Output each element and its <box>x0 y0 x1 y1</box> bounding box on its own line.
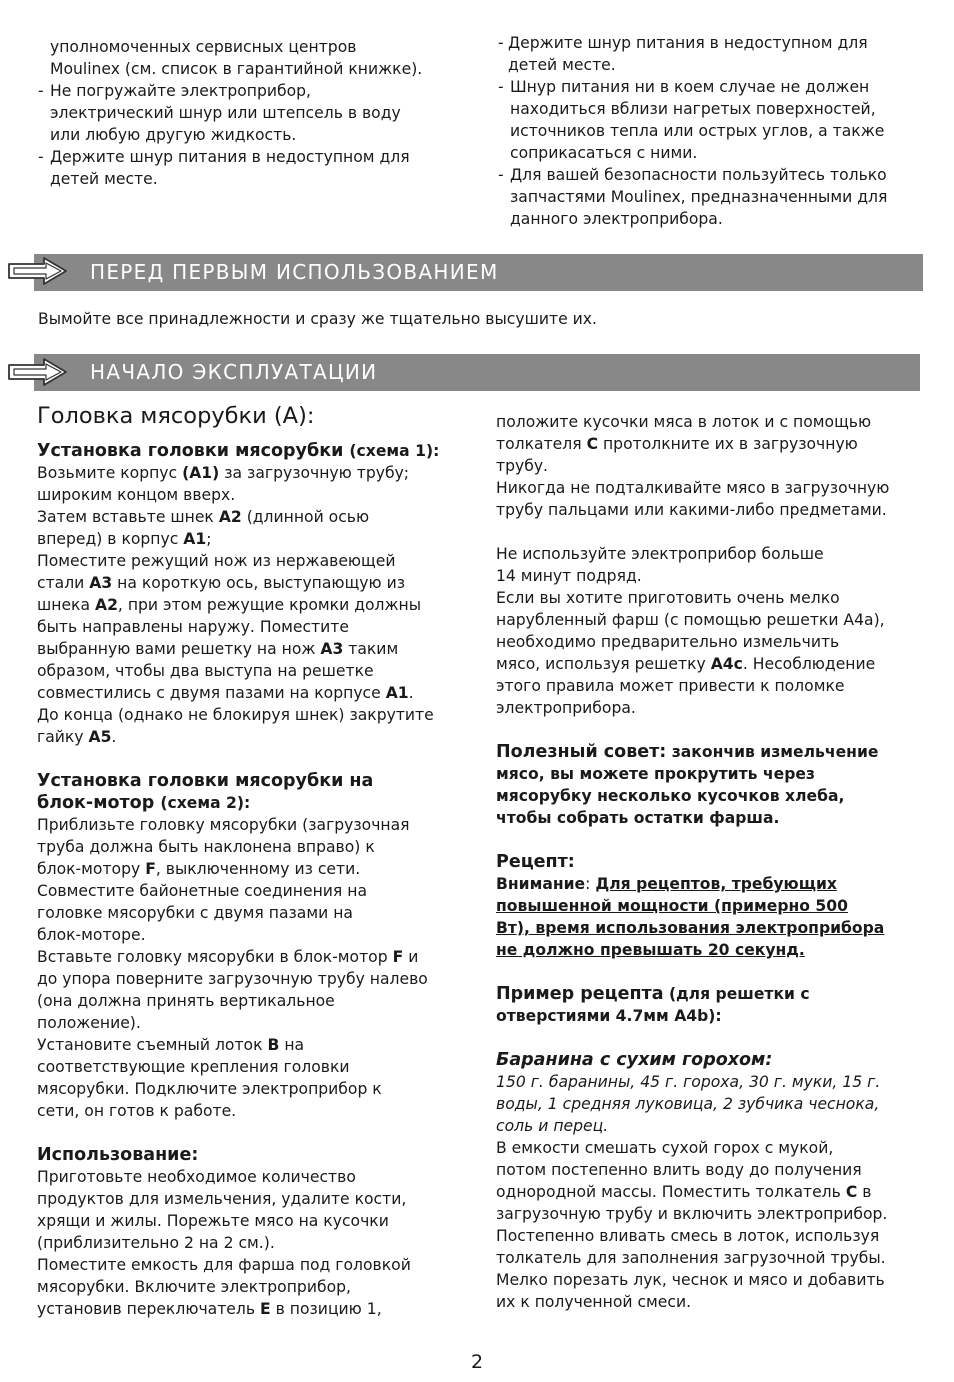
usage-text: Приготовьте необходимое количество продуктов для измельчения, удалите кости, хрящи и жилы. Порежьте мясо на кусочки (приблизительно 2 на 2 см.). Поместите емкость для фарша под головкой мясорубки. Включите электроприбор, установив переключатель E в позицию 1, <box>37 1168 411 1318</box>
assembly-text: Возьмите корпус (A1) за загрузочную трубу; широким концом вверх. Затем вставьте шнек A2 (длинной осью вперед) в корпус A1; Поместите режущий нож из нержавеющей стали A3 на короткую ось, выступающую из шнека A2, при этом режущие кромки должны быть направлены наружу. Поместите выбранную вами решетку на нож A3 таким образом, чтобы два выступа на решетке совместились с двумя пазами на корпусе A1. До конца (однако не блокируя шнек) закрутите гайку A5. <box>37 464 434 746</box>
safety-item: - Шнур питания ни в коем случае не должен находиться вблизи нагретых поверхностей, источников тепла или острых углов, а также соприкасаться с ними. <box>498 78 885 162</box>
part-ref: A5 <box>88 728 112 746</box>
time-limit-text: Не используйте электроприбор больше 14 минут подряд. Если вы хотите приготовить очень мелко нарубленный фарш (с помощью решетки А4а), необходимо предварительно измельчить мясо, используя решетку A4c. Несоблюдение этого правила может привести к поломке электроприбора. <box>496 545 885 717</box>
tip-title: Полезный совет: <box>496 742 667 762</box>
part-ref: C <box>845 1183 858 1201</box>
warning-text: Внимание: Для рецептов, требующих повышенной мощности (примерно 500 Вт), время использования электроприбора не должно превышать 20 секунд. <box>496 875 885 959</box>
safety-continued-right <box>498 32 938 230</box>
dish-title: Баранина с сухим горохом: <box>496 1050 773 1070</box>
subsection-title: Установка головки мясорубки на блок-мотор (схема 2): <box>37 771 374 813</box>
tip-text: Полезный совет: закончив измельчение мясо, вы можете прокрутить через мясорубку несколько кусочков хлеба, чтобы собрать остатки фарша. <box>496 742 879 827</box>
recipe-example-title: Пример рецепта (для решетки с отверстиями 4.7мм А4b): <box>496 984 810 1025</box>
mounting-text: Приблизьте головку мясорубки (загрузочная труба должна быть наклонена вправо) к блок-мотору F, выключенному из сети. Совместите байонетные соединения на головке мясорубки с двумя пазами на блок-моторе. Вставьте головку мясорубки в блок-мотор F и до упора поверните загрузочную трубу налево (она должна принять вертикальное положение). Установите съемный лоток B на соответствующие крепления головки мясорубки. Подключите электроприбор к сети, он готов к работе. <box>37 816 428 1120</box>
part-ref: F <box>145 860 156 878</box>
left-column <box>37 402 469 1320</box>
warning-label: Внимание <box>496 875 586 893</box>
page-number: 2 <box>470 1351 484 1373</box>
section-banner-before-first-use <box>34 254 923 291</box>
part-ref: C <box>586 435 599 453</box>
safety-item: - Держите шнур питания в недоступном для детей месте. <box>38 148 410 188</box>
part-ref: F <box>392 948 404 966</box>
method-text: В емкости смешать сухой горох с мукой, потом постепенно влить воду до получения однородной массы. Поместить толкатель C в загрузочную трубу и включить электроприбор. Постепенно вливать смесь в лоток, используя толкатель для заполнения загрузочной трубы. Мелко порезать лук, чеснок и мясо и добавить их к полученной смеси. <box>496 1139 888 1311</box>
ingredients-text: 150 г. баранины, 45 г. гороха, 30 г. муки, 15 г. воды, 1 средняя луковица, 2 зубчика чеснока, соль и перец. <box>496 1073 881 1135</box>
section-banner-start-of-use <box>34 354 920 391</box>
intro-text: Вымойте все принадлежности и сразу же тщательно высушите их. <box>38 310 597 328</box>
subsection-title: Установка головки мясорубки (схема 1): <box>37 441 440 461</box>
subsection-title: Использование: <box>37 1145 199 1165</box>
safety-item: - Держите шнур питания в недоступном для детей месте. <box>498 34 868 74</box>
part-ref: A1 <box>183 530 207 548</box>
safety-item: - Не погружайте электроприбор, электрический шнур или штепсель в воду или любую другую жидкость. <box>38 82 401 144</box>
part-ref: E <box>260 1300 271 1318</box>
safety-continued-left <box>38 36 468 190</box>
right-column <box>496 411 936 1313</box>
part-ref: A1 <box>385 684 409 702</box>
part-ref: B <box>267 1036 280 1054</box>
arrow-icon <box>6 256 70 286</box>
banner-title: НАЧАЛО ЭКСПЛУАТАЦИИ <box>90 360 378 384</box>
part-ref: A2 <box>218 508 242 526</box>
part-ref: A2 <box>95 596 118 614</box>
safety-item: - Для вашей безопасности пользуйтесь только запчастями Moulinex, предназначенными для данного электроприбора. <box>498 166 888 228</box>
part-ref: A3 <box>89 574 113 592</box>
part-ref: (A1) <box>182 464 220 482</box>
part-ref: A4c <box>710 655 743 673</box>
arrow-icon <box>6 357 70 387</box>
recipe-title: Рецепт: <box>496 852 575 872</box>
section-heading: Головка мясорубки (А): <box>37 403 315 429</box>
safety-cont-line: Moulinex (см. список в гарантийной книжке). <box>50 60 423 78</box>
banner-title: ПЕРЕД ПЕРВЫМ ИСПОЛЬЗОВАНИЕМ <box>90 260 499 284</box>
usage-text-continued: положите кусочки мяса в лоток и с помощью толкателя C протолкните их в загрузочную трубу. Никогда не подталкивайте мясо в загрузочную трубу пальцами или какими-либо предметами. <box>496 413 890 519</box>
part-ref: A3 <box>320 640 344 658</box>
safety-cont-line: уполномоченных сервисных центров <box>50 38 357 56</box>
